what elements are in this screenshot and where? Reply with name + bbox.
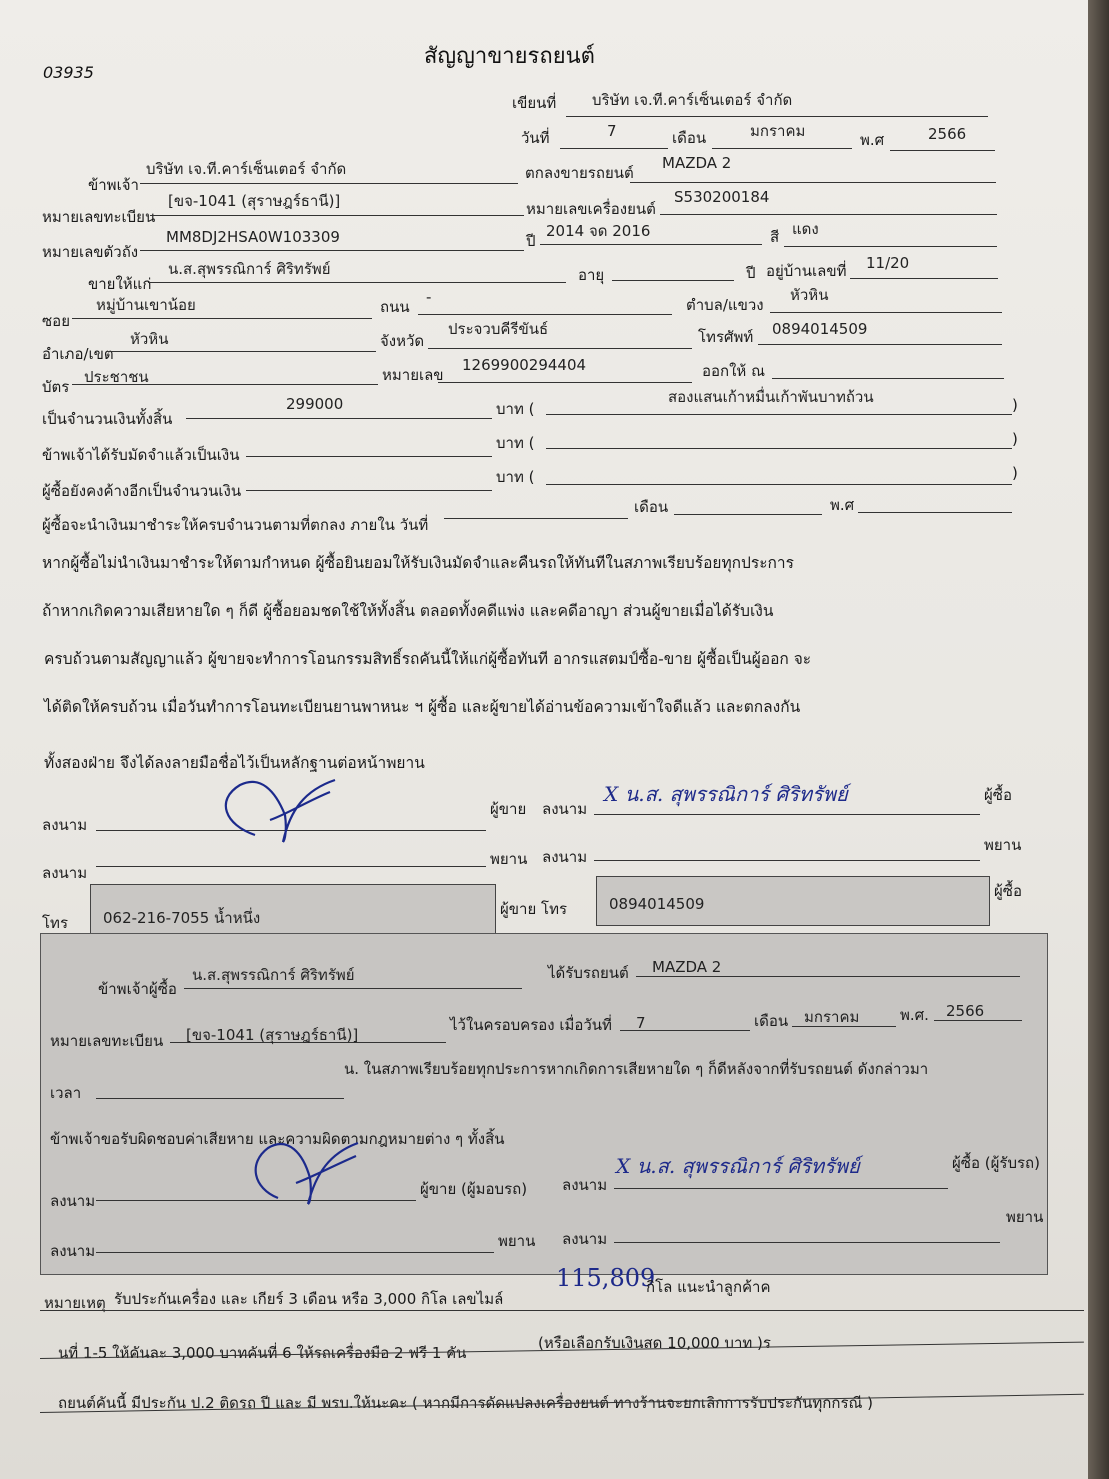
receipt-car[interactable]: MAZDA 2 xyxy=(652,958,722,976)
id-number-value[interactable]: 1269900294404 xyxy=(462,356,587,374)
sign-label: ลงนาม xyxy=(562,1230,608,1248)
document-number: 03935 xyxy=(43,63,94,82)
terms-line: ได้ติดให้ครบถ้วน เมื่อวันทำการโอนทะเบียนยานพาหนะ ฯ ผู้ซื้อ และผู้ขายได้อ่านข้อความเข้าใจดีแล้ว และตกลงกัน xyxy=(44,698,801,716)
color-line xyxy=(784,246,997,247)
color-value[interactable]: แดง xyxy=(792,220,819,238)
sign-label: ลงนาม xyxy=(50,1192,96,1210)
age-label: อายุ xyxy=(578,266,605,284)
sign-label: ลงนาม xyxy=(542,800,588,818)
sign-label: ลงนาม xyxy=(50,1242,96,1260)
buyer-role: ผู้ซื้อ xyxy=(994,882,1022,900)
receipt-time-label: เวลา xyxy=(50,1084,82,1102)
receipt-reg[interactable]: [ขจ-1041 (สุราษฎร์ธานี)] xyxy=(186,1026,359,1044)
date-day-label: วันที่ xyxy=(521,129,550,147)
witness-role: พยาน xyxy=(490,850,528,868)
amount-words-line xyxy=(546,414,1012,415)
buyer-label: ขายให้แก่ xyxy=(88,275,152,293)
terms-line: ถ้าหากเกิดความเสียหายใด ๆ ก็ดี ผู้ซื้อยอมชดใช้ให้ทั้งสิ้น ตลอดทั้งคดีแพ่ง และคดีอาญา ส่วนผู้ขายเมื่อได้รับเงิน xyxy=(42,602,774,620)
witness-sign-line xyxy=(96,866,486,867)
receipt-car-line xyxy=(636,976,1020,977)
sign-label: ลงนาม xyxy=(42,864,88,882)
terms-line: หากผู้ซื้อไม่นำเงินมาชำระให้ตามกำหนด ผู้ซื้อยินยอมให้รับเงินมัดจำและคืนรถให้ทันทีในสภาพเรียบร้อยทุกประการ xyxy=(42,554,794,572)
road-label: ถนน xyxy=(380,298,410,316)
date-month-label: เดือน xyxy=(672,129,707,147)
seller-line xyxy=(140,183,518,184)
province-label: จังหวัด xyxy=(380,332,425,350)
registration-value[interactable]: [ขจ-1041 (สุราษฎร์ธานี)] xyxy=(168,192,341,210)
buyer-sign-line xyxy=(594,814,980,815)
terms-line: ทั้งสองฝ่าย จึงได้ลงลายมือชื่อไว้เป็นหลักฐานต่อหน้าพยาน xyxy=(44,754,425,772)
date-day[interactable]: 7 xyxy=(607,122,617,140)
engine-label: หมายเลขเครื่องยนต์ xyxy=(526,200,656,218)
witness-role: พยาน xyxy=(498,1232,536,1250)
witness-role: พยาน xyxy=(1006,1208,1044,1226)
receipt-buyer-label: ข้าพเจ้าผู้ซื้อ xyxy=(98,980,177,998)
registration-line xyxy=(150,215,524,216)
receipt-time-text: น. ในสภาพเรียบร้อยทุกประการหากเกิดการเสียหายใด ๆ ก็ดีหลังจากที่รับรถยนต์ ดังกล่าวมา xyxy=(344,1060,929,1078)
age-line xyxy=(612,280,734,281)
page-edge-shadow xyxy=(1088,0,1109,1479)
date-month-line xyxy=(712,148,852,149)
soi-line xyxy=(72,318,372,319)
subdistrict-label: ตำบล/แขวง xyxy=(686,296,764,314)
id-issued-line xyxy=(772,378,1004,379)
amount-label: เป็นจำนวนเงินทั้งสิ้น xyxy=(42,410,173,428)
notes-line3: ถยนต์คันนี้ มีประกัน ป.2 ติดรถ ปี และ มี พรบ.ให้นะคะ ( หากมีการดัดแปลงเครื่องยนต์ ทางร้านจะยกเลิกการรับประกันทุกกรณี ) xyxy=(58,1394,874,1412)
phone-label: โทร xyxy=(42,914,69,932)
province-line xyxy=(428,348,692,349)
pay-by-year-label: พ.ศ xyxy=(830,496,855,514)
witness-sign-line xyxy=(594,860,980,861)
document-title: สัญญาขายรถยนต์ xyxy=(424,44,595,69)
receipt-day[interactable]: 7 xyxy=(636,1014,646,1032)
receipt-buyer-signature: X น.ส. สุพรรณิการ์ ศิริทรัพย์ xyxy=(616,1154,860,1178)
notes-line1: รับประกันเครื่อง และ เกียร์ 3 เดือน หรือ 3,000 กิโล เลขไมล์ xyxy=(114,1290,504,1308)
id-number-line xyxy=(438,382,692,383)
notes-line xyxy=(40,1310,1084,1311)
age-unit: ปี xyxy=(746,264,756,282)
buyer-line xyxy=(148,282,566,283)
receipt-year[interactable]: 2566 xyxy=(946,1002,985,1020)
agree-value[interactable]: MAZDA 2 xyxy=(662,154,732,172)
registration-label: หมายเลขทะเบียน xyxy=(42,208,156,226)
receipt-buyer-role: ผู้ซื้อ (ผู้รับรถ) xyxy=(952,1154,1040,1172)
amount-line xyxy=(186,418,492,419)
receipt-witness-line xyxy=(96,1252,494,1253)
receipt-month-line xyxy=(792,1026,896,1027)
deposit-words-line xyxy=(546,448,1012,449)
agree-line xyxy=(630,182,996,183)
engine-value[interactable]: S530200184 xyxy=(674,188,770,206)
district-line xyxy=(106,351,376,352)
year-model-line xyxy=(540,244,762,245)
deposit-label: ข้าพเจ้าได้รับมัดจำแล้วเป็นเงิน xyxy=(42,446,240,464)
receipt-witness-line xyxy=(614,1242,1000,1243)
written-at-value[interactable]: บริษัท เจ.ที.คาร์เซ็นเตอร์ จำกัด xyxy=(592,91,793,109)
chassis-line xyxy=(140,250,524,251)
seller-signature xyxy=(215,770,345,845)
receipt-received-label: ได้รับรถยนต์ xyxy=(548,964,629,982)
year-model-label: ปี xyxy=(526,232,536,250)
buyer-value[interactable]: น.ส.สุพรรณิการ์ ศิริทรัพย์ xyxy=(168,260,331,278)
sign-label: ลงนาม xyxy=(562,1176,608,1194)
soi-label: ซอย xyxy=(42,312,70,330)
notes-label: หมายเหตุ xyxy=(44,1294,106,1312)
agree-label: ตกลงขายรถยนต์ xyxy=(525,164,634,182)
district-label: อำเภอ/เขต xyxy=(42,345,114,363)
buyer-signature: X น.ส. สุพรรณิการ์ ศิริทรัพย์ xyxy=(604,782,848,806)
seller-role: ผู้ขาย xyxy=(490,800,527,818)
receipt-seller-role: ผู้ขาย (ผู้มอบรถ) xyxy=(420,1180,528,1198)
subdistrict-value[interactable]: หัวหิน xyxy=(790,286,829,304)
remaining-line xyxy=(246,490,492,491)
house-value[interactable]: 11/20 xyxy=(866,254,910,272)
deposit-close: ) xyxy=(1012,430,1018,448)
remaining-words-line xyxy=(546,484,1012,485)
remaining-baht: บาท ( xyxy=(496,468,535,486)
house-line xyxy=(850,278,998,279)
phone-label: โทรศัพท์ xyxy=(698,328,754,346)
color-label: สี xyxy=(770,228,780,246)
receipt-seller-signature xyxy=(248,1128,368,1208)
date-year-label: พ.ศ xyxy=(860,131,885,149)
notes-line2: นที่ 1-5 ให้คันละ 3,000 บาทคันที่ 6 ให้รถเครื่องมือ 2 ฟรี 1 คัน xyxy=(58,1344,467,1362)
receipt-month-label: เดือน xyxy=(754,1012,789,1030)
written-at-label: เขียนที่ xyxy=(512,94,557,112)
seller-value[interactable]: บริษัท เจ.ที.คาร์เซ็นเตอร์ จำกัด xyxy=(146,160,347,178)
written-at-line xyxy=(566,116,988,117)
terms-line: ครบถ้วนตามสัญญาแล้ว ผู้ขายจะทำการโอนกรรมสิทธิ์รถคันนี้ให้แก่ผู้ซื้อทันที อากรแสตมป์ซื้อ-ขาย ผู้ซื้อเป็นผู้ออก จะ xyxy=(44,650,812,668)
house-label: อยู่บ้านเลขที่ xyxy=(766,262,847,280)
date-year[interactable]: 2566 xyxy=(928,125,967,143)
sign-label: ลงนาม xyxy=(42,816,88,834)
soi-value[interactable]: หมู่บ้านเขาน้อย xyxy=(96,296,196,314)
receipt-possess-label: ไว้ในครอบครอง เมื่อวันที่ xyxy=(450,1016,612,1034)
pay-by-label: ผู้ซื้อจะนำเงินมาชำระให้ครบจำนวนตามที่ตกลง ภายใน วันที่ xyxy=(42,516,429,534)
road-value[interactable]: - xyxy=(426,288,432,306)
date-year-line xyxy=(890,150,995,151)
engine-line xyxy=(660,214,997,215)
subdistrict-line xyxy=(770,312,1002,313)
id-number-label: หมายเลข xyxy=(382,366,444,384)
receipt-resp-text: ข้าพเจ้าขอรับผิดชอบค่าเสียหาย และความผิดตามกฎหมายต่าง ๆ ทั้งสิ้น xyxy=(50,1130,505,1148)
seller-phone-box[interactable] xyxy=(90,884,496,934)
buyer-role: ผู้ซื้อ xyxy=(984,786,1012,804)
buyer-phone-box[interactable] xyxy=(596,876,990,926)
seller-phone-label: ผู้ขาย โทร xyxy=(500,900,568,918)
witness-role: พยาน xyxy=(984,836,1022,854)
receipt-year-line xyxy=(934,1020,1022,1021)
mileage-value: 115,809 xyxy=(556,1264,656,1292)
phone-value[interactable]: 0894014509 xyxy=(772,320,868,338)
remaining-label: ผู้ซื้อยังคงค้างอีกเป็นจำนวนเงิน xyxy=(42,482,242,500)
district-value[interactable]: หัวหิน xyxy=(130,330,169,348)
amount-baht: บาท ( xyxy=(496,400,535,418)
date-day-line xyxy=(560,148,668,149)
receipt-month[interactable]: มกราคม xyxy=(804,1008,860,1026)
seller-phone: 062-216-7055 น้ำหนึ่ง xyxy=(103,909,261,927)
notes-line1-end: กิโล แนะนำลูกค้าค xyxy=(646,1278,771,1296)
pay-by-year-line xyxy=(858,512,1012,513)
deposit-line xyxy=(246,456,492,457)
date-month[interactable]: มกราคม xyxy=(750,122,806,140)
seller-label: ข้าพเจ้า xyxy=(88,176,139,194)
year-model-value[interactable]: 2014 จด 2016 xyxy=(546,222,651,240)
id-card-value[interactable]: ประชาชน xyxy=(84,368,149,386)
remaining-close: ) xyxy=(1012,464,1018,482)
receipt-reg-label: หมายเลขทะเบียน xyxy=(50,1032,164,1050)
receipt-time-line xyxy=(96,1098,344,1099)
id-card-label: บัตร xyxy=(42,378,70,396)
chassis-label: หมายเลขตัวถัง xyxy=(42,243,139,261)
receipt-section xyxy=(40,933,1048,1275)
pay-by-month-label: เดือน xyxy=(634,498,669,516)
id-issued-label: ออกให้ ณ xyxy=(702,362,765,380)
deposit-baht: บาท ( xyxy=(496,434,535,452)
buyer-phone: 0894014509 xyxy=(609,895,705,913)
road-line xyxy=(418,314,672,315)
receipt-buyer-sign-line xyxy=(614,1188,948,1189)
pay-by-day-line xyxy=(444,518,628,519)
receipt-buyer-line xyxy=(184,988,522,989)
notes-line2-end: (หรือเลือกรับเงินสด 10,000 บาท )ร xyxy=(538,1334,771,1352)
province-value[interactable]: ประจวบคีรีขันธ์ xyxy=(448,320,549,338)
amount-value[interactable]: 299000 xyxy=(286,395,344,413)
chassis-value[interactable]: MM8DJ2HSA0W103309 xyxy=(166,228,340,246)
pay-by-month-line xyxy=(674,514,822,515)
receipt-year-label: พ.ศ. xyxy=(900,1006,929,1024)
receipt-buyer[interactable]: น.ส.สุพรรณิการ์ ศิริทรัพย์ xyxy=(192,966,355,984)
amount-words[interactable]: สองแสนเก้าหมื่นเก้าพันบาทถ้วน xyxy=(668,388,874,406)
sign-label: ลงนาม xyxy=(542,848,588,866)
phone-line xyxy=(758,344,1002,345)
amount-close: ) xyxy=(1012,396,1018,414)
